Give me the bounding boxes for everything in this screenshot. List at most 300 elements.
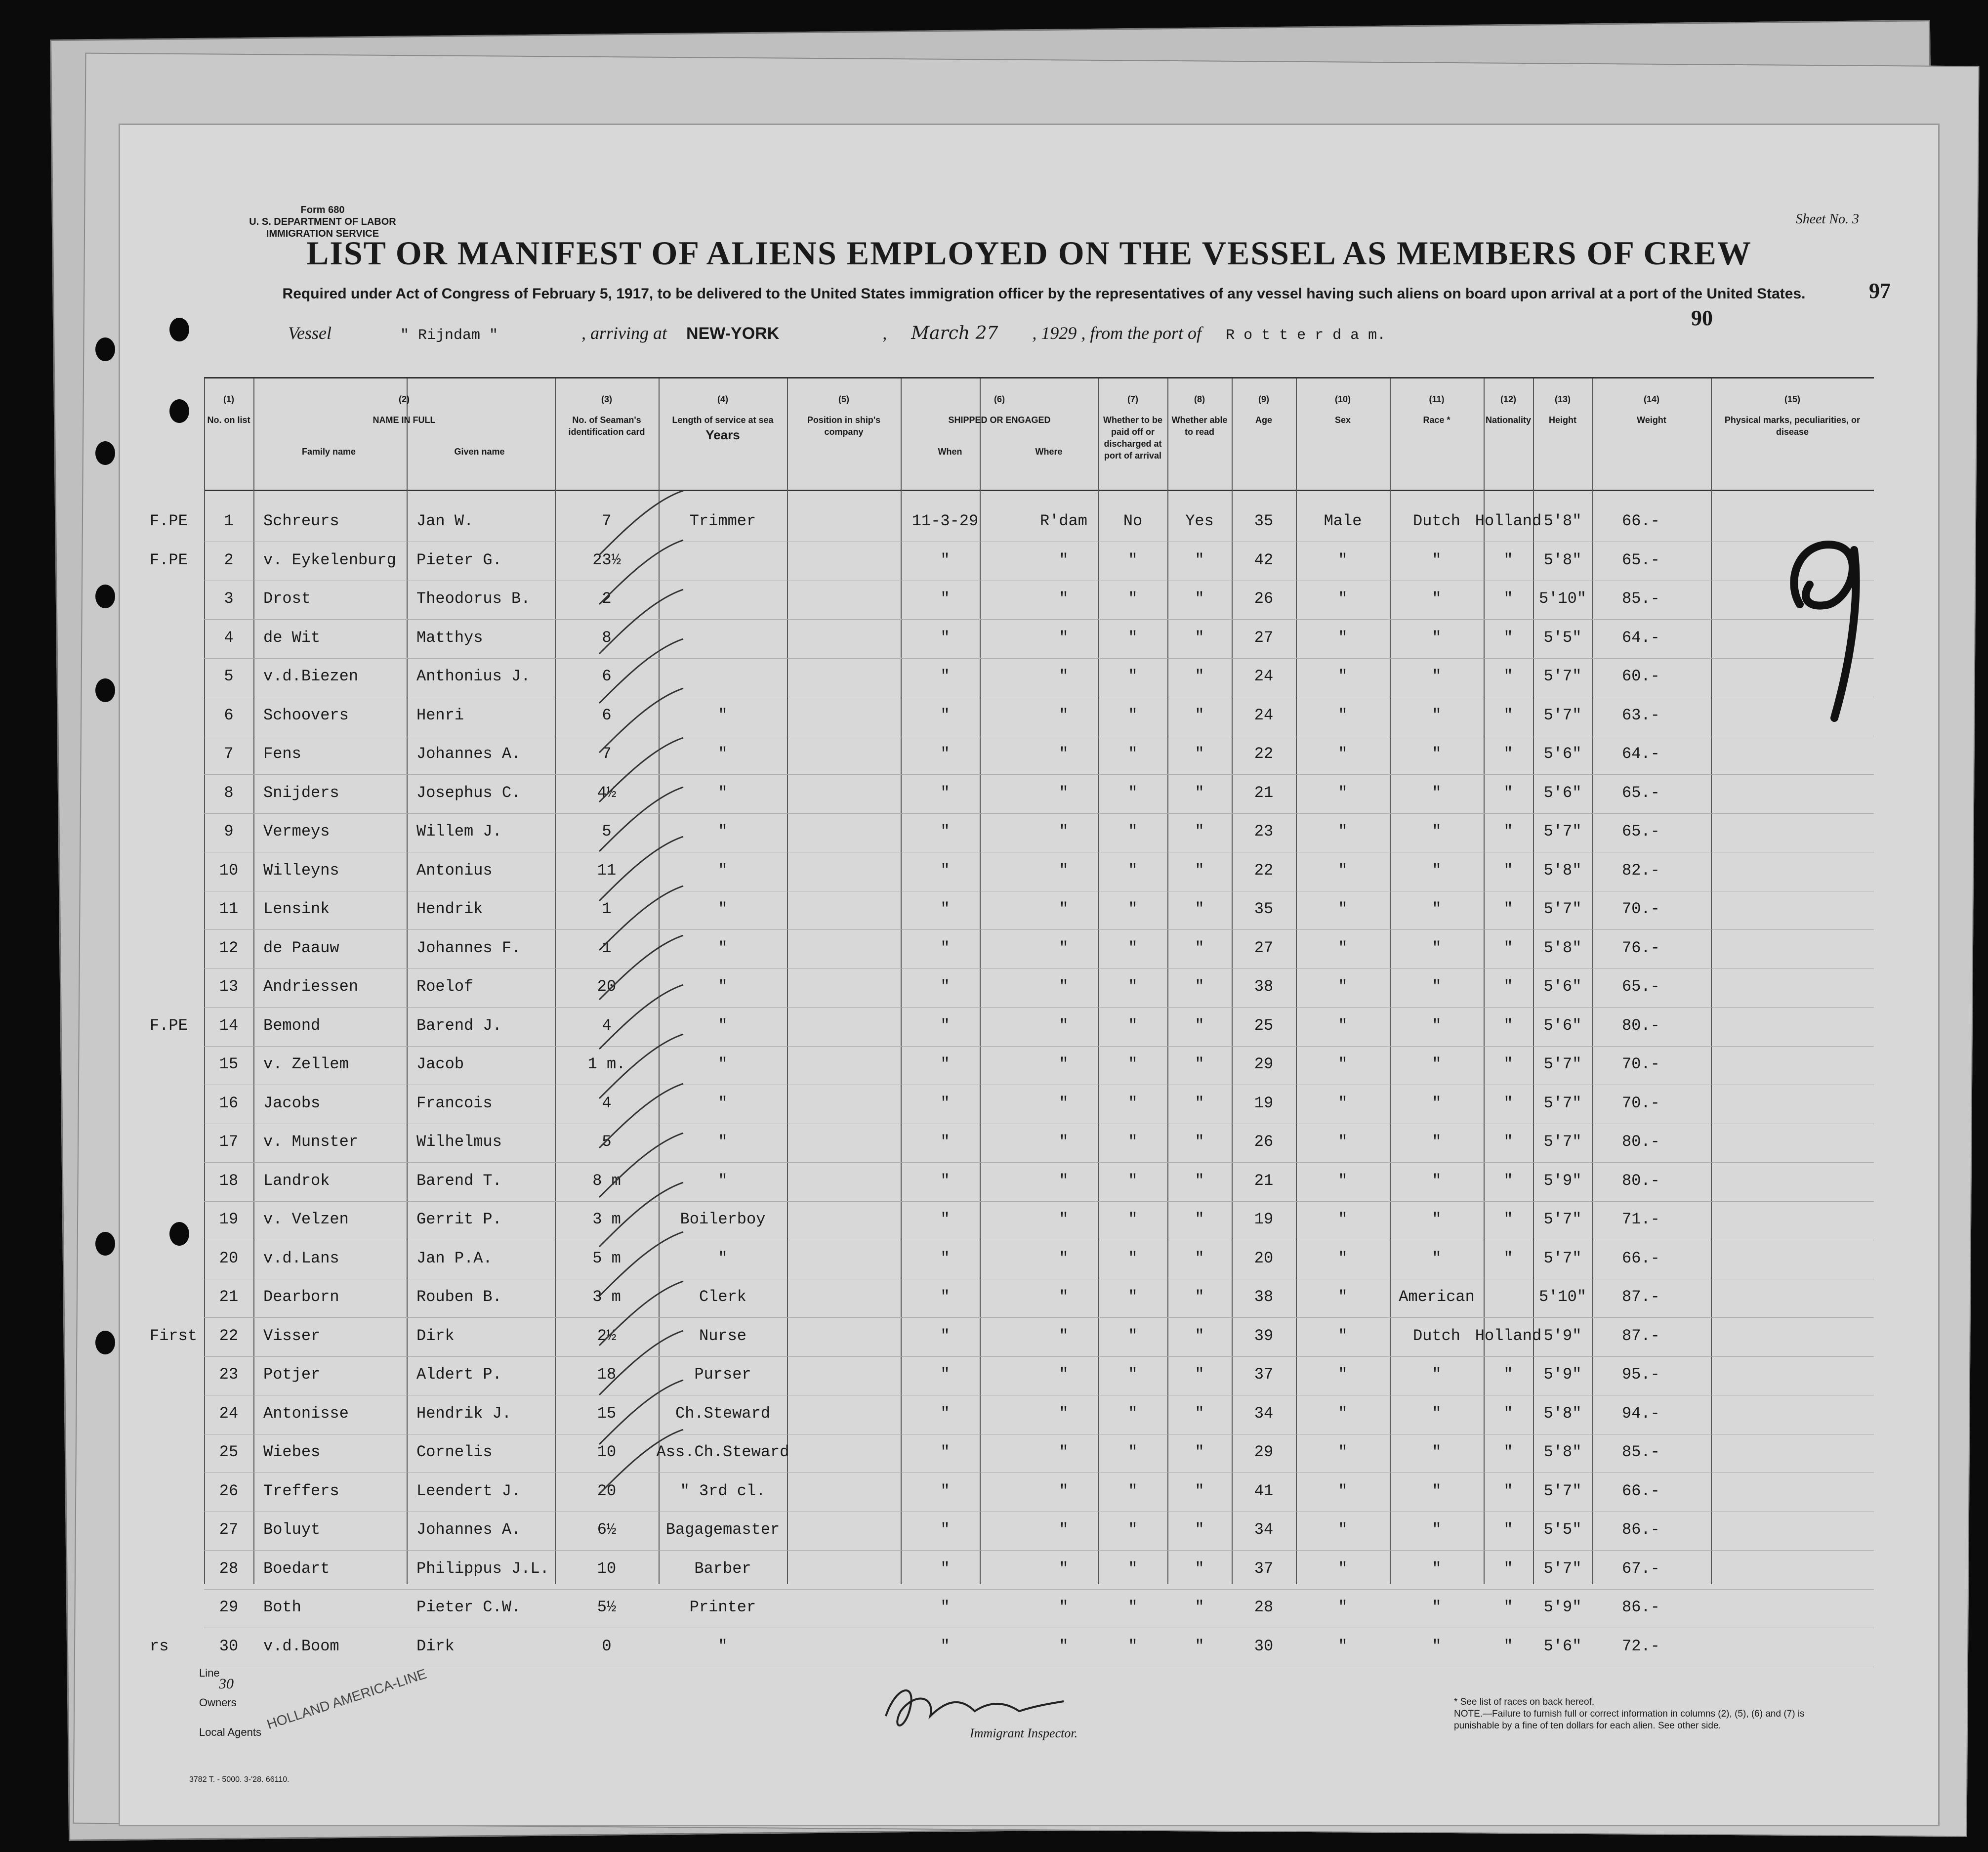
- cell-nationality: ": [1503, 1171, 1513, 1190]
- cell-sex: Male: [1324, 512, 1362, 530]
- footer: [189, 1657, 1864, 1795]
- cell-given: Leendert J.: [416, 1481, 521, 1500]
- cell-where: ": [1059, 1637, 1069, 1655]
- cell-family: Boluyt: [263, 1520, 321, 1539]
- cell-height: 5'6": [1543, 1016, 1582, 1035]
- cell-when: ": [940, 745, 950, 763]
- cell-given: Hendrik J.: [416, 1404, 512, 1423]
- cell-weight: 85.-: [1622, 1443, 1660, 1461]
- cell-paid: ": [1128, 1094, 1138, 1112]
- cell-read: ": [1195, 1171, 1204, 1190]
- cell-race: ": [1432, 1210, 1442, 1228]
- cell-height: 5'6": [1543, 783, 1582, 802]
- cell-weight: 87.-: [1622, 1326, 1660, 1345]
- cell-age: 30: [1254, 1637, 1274, 1655]
- cell-age: 42: [1254, 550, 1274, 569]
- cell-read: ": [1195, 1094, 1204, 1112]
- cell-race: ": [1432, 1598, 1442, 1616]
- cell-read: ": [1195, 1249, 1204, 1267]
- column-label: Sex: [1334, 415, 1351, 425]
- cell-no: 15: [219, 1055, 239, 1073]
- cell-where: ": [1059, 667, 1069, 685]
- table-row: [204, 856, 1874, 895]
- cell-family: v.d.Boom: [263, 1637, 339, 1655]
- cell-family: de Wit: [263, 628, 321, 647]
- table-row: [204, 1515, 1874, 1554]
- cell-read: ": [1195, 1365, 1204, 1384]
- cell-sex: ": [1338, 1326, 1348, 1345]
- cell-read: ": [1195, 1637, 1204, 1655]
- cell-service: 4½: [597, 783, 617, 802]
- manifest-page: [119, 124, 1940, 1826]
- cell-no: 30: [219, 1637, 239, 1655]
- cell-given: Matthys: [416, 628, 483, 647]
- cell-paid: ": [1128, 900, 1138, 918]
- cell-weight: 76.-: [1622, 938, 1660, 957]
- cell-read: ": [1195, 1016, 1204, 1035]
- cell-age: 22: [1254, 861, 1274, 880]
- cell-paid: ": [1128, 783, 1138, 802]
- punch-hole: [95, 678, 115, 702]
- cell-when: ": [940, 1016, 950, 1035]
- cell-nationality: ": [1503, 1210, 1513, 1228]
- cell-when: ": [940, 706, 950, 724]
- table-row: [204, 740, 1874, 778]
- cell-nationality: ": [1503, 783, 1513, 802]
- cell-position: ": [718, 745, 728, 763]
- cell-height: 5'8": [1543, 1443, 1582, 1461]
- cell-race: ": [1432, 938, 1442, 957]
- cell-service: 3 m: [592, 1288, 621, 1306]
- cell-family: Bemond: [263, 1016, 321, 1035]
- cell-race: ": [1432, 628, 1442, 647]
- row-rule: [204, 619, 1874, 620]
- cell-family: Andriessen: [263, 977, 359, 996]
- arriving-label: , arriving at: [581, 323, 667, 343]
- print-code: 3782 T. - 5000. 3-'28. 66110.: [189, 1775, 290, 1784]
- cell-given: Philippus J.L.: [416, 1559, 549, 1578]
- cell-weight: 63.-: [1622, 706, 1660, 724]
- row-annotation: rs: [150, 1637, 169, 1655]
- cell-no: 19: [219, 1210, 239, 1228]
- cell-service: 3 m: [592, 1210, 621, 1228]
- cell-sex: ": [1338, 1598, 1348, 1616]
- cell-sex: ": [1338, 1133, 1348, 1151]
- column-number: (2): [399, 394, 410, 404]
- cell-service: 5: [602, 1133, 612, 1151]
- cell-family: v.d.Lans: [263, 1249, 339, 1267]
- cell-race: Dutch: [1412, 512, 1461, 530]
- cell-age: 41: [1254, 1481, 1274, 1500]
- cell-family: v. Velzen: [263, 1210, 349, 1228]
- cell-where: ": [1059, 589, 1069, 608]
- page-title: LIST OR MANIFEST OF ALIENS EMPLOYED ON THE VESSEL AS MEMBERS OF CREW: [306, 234, 1752, 272]
- cell-when: ": [940, 1249, 950, 1267]
- cell-given: Dirk: [416, 1326, 455, 1345]
- sheet-number: [1796, 211, 1859, 227]
- sheet-label: Sheet No.: [1795, 211, 1849, 227]
- cell-family: Landrok: [263, 1171, 330, 1190]
- cell-when: 11-3-29: [911, 512, 979, 530]
- cell-where: ": [1059, 1249, 1069, 1267]
- cell-nationality: ": [1503, 1637, 1513, 1655]
- cell-no: 21: [219, 1288, 239, 1306]
- cell-where: ": [1059, 1365, 1069, 1384]
- cell-position: ": [718, 861, 728, 880]
- cell-sex: ": [1338, 1249, 1348, 1267]
- cell-height: 5'8": [1543, 938, 1582, 957]
- cell-service: 20: [597, 977, 617, 996]
- cell-paid: ": [1128, 1133, 1138, 1151]
- cell-weight: 72.-: [1622, 1637, 1660, 1655]
- cell-height: 5'6": [1543, 1637, 1582, 1655]
- cell-age: 34: [1254, 1404, 1274, 1423]
- cell-read: ": [1195, 1133, 1204, 1151]
- cell-paid: ": [1128, 1637, 1138, 1655]
- table-row: [204, 1360, 1874, 1399]
- table-row: [150, 1011, 1874, 1050]
- cell-where: ": [1059, 783, 1069, 802]
- cell-weight: 70.-: [1622, 900, 1660, 918]
- table-row: [204, 972, 1874, 1011]
- cell-no: 7: [224, 745, 234, 763]
- cell-family: Dearborn: [263, 1288, 339, 1306]
- cell-height: 5'7": [1543, 1055, 1582, 1073]
- table-row: [150, 546, 1874, 585]
- cell-nationality: ": [1503, 1094, 1513, 1112]
- cell-height: 5'5": [1543, 628, 1582, 647]
- cell-read: ": [1195, 1520, 1204, 1539]
- cell-no: 12: [219, 938, 239, 957]
- cell-weight: 70.-: [1622, 1055, 1660, 1073]
- cell-nationality: ": [1503, 706, 1513, 724]
- cell-family: Drost: [263, 589, 311, 608]
- cell-family: Both: [263, 1598, 301, 1616]
- cell-no: 3: [224, 589, 234, 608]
- cell-height: 5'9": [1543, 1598, 1582, 1616]
- cell-service: 2½: [597, 1326, 617, 1345]
- cell-age: 38: [1254, 1288, 1274, 1306]
- cell-when: ": [940, 1326, 950, 1345]
- column-number: (10): [1334, 394, 1351, 404]
- column-number: (1): [223, 394, 234, 404]
- cell-position: ": [718, 783, 728, 802]
- cell-when: ": [940, 589, 950, 608]
- arrival-port: NEW-YORK: [686, 324, 780, 343]
- column-label: NAME IN FULL: [373, 415, 436, 425]
- cell-when: ": [940, 667, 950, 685]
- cell-height: 5'8": [1543, 512, 1582, 530]
- table-row: [204, 662, 1874, 701]
- cell-race: ": [1432, 900, 1442, 918]
- column-header-12: [1484, 393, 1533, 426]
- cell-family: Vermeys: [263, 822, 330, 841]
- column-header-9: [1232, 393, 1296, 426]
- column-label: SHIPPED OR ENGAGED: [948, 415, 1051, 425]
- column-label: Weight: [1637, 415, 1666, 425]
- cell-weight: 80.-: [1622, 1171, 1660, 1190]
- cell-service: 6: [602, 667, 612, 685]
- cell-position: ": [718, 977, 728, 996]
- cell-weight: 80.-: [1622, 1016, 1660, 1035]
- cell-when: ": [940, 783, 950, 802]
- cell-when: ": [940, 1055, 950, 1073]
- year-prefix: , 19: [1032, 323, 1059, 343]
- column-label: Age: [1255, 415, 1272, 425]
- cell-no: 22: [219, 1326, 239, 1345]
- cell-race: ": [1432, 706, 1442, 724]
- column-number: (7): [1127, 394, 1138, 404]
- cell-height: 5'7": [1543, 1133, 1582, 1151]
- cell-height: 5'7": [1543, 706, 1582, 724]
- cell-race: ": [1432, 1094, 1442, 1112]
- cell-service: 10: [597, 1443, 617, 1461]
- cell-age: 21: [1254, 1171, 1274, 1190]
- cell-nationality: ": [1503, 861, 1513, 880]
- cell-given: Henri: [416, 706, 464, 724]
- cell-age: 19: [1254, 1094, 1274, 1112]
- cell-age: 29: [1254, 1055, 1274, 1073]
- cell-weight: 64.-: [1622, 628, 1660, 647]
- cell-sex: ": [1338, 1481, 1348, 1500]
- sheet-value: 3: [1852, 211, 1859, 227]
- cell-height: 5'7": [1543, 900, 1582, 918]
- column-label: No. on list: [207, 415, 250, 425]
- table-row: [204, 1555, 1874, 1593]
- cell-where: ": [1059, 1055, 1069, 1073]
- cell-age: 26: [1254, 589, 1274, 608]
- cell-race: Dutch: [1412, 1326, 1461, 1345]
- cell-age: 21: [1254, 783, 1274, 802]
- cell-read: ": [1195, 1326, 1204, 1345]
- company-stamp: HOLLAND AMERICA-LINE: [265, 1666, 429, 1732]
- arrival-year: 29: [1059, 323, 1077, 343]
- cell-position: Purser: [694, 1365, 751, 1384]
- column-number: (14): [1643, 394, 1659, 404]
- cell-no: 23: [219, 1365, 239, 1384]
- cell-age: 38: [1254, 977, 1274, 996]
- cell-service: 2: [602, 589, 612, 608]
- cell-service: 8: [602, 628, 612, 647]
- cell-weight: 80.-: [1622, 1133, 1660, 1151]
- cell-when: ": [940, 1288, 950, 1306]
- cell-when: ": [940, 1171, 950, 1190]
- vessel-label: Vessel: [288, 323, 331, 343]
- column-number: (6): [994, 394, 1005, 404]
- cell-position: Boilerboy: [680, 1210, 766, 1228]
- cell-weight: 65.-: [1622, 822, 1660, 841]
- handwritten-nine: [1780, 520, 1879, 728]
- column-number: (4): [717, 394, 728, 404]
- cell-where: ": [1059, 1598, 1069, 1616]
- cell-race: ": [1432, 1443, 1442, 1461]
- column-label: Race *: [1423, 415, 1450, 425]
- cell-where: ": [1059, 1016, 1069, 1035]
- cell-where: ": [1059, 1481, 1069, 1500]
- cell-read: ": [1195, 1404, 1204, 1423]
- cell-sex: ": [1338, 550, 1348, 569]
- column-label: No. of Seaman's identification card: [568, 415, 645, 437]
- cell-no: 16: [219, 1094, 239, 1112]
- cell-sex: ": [1338, 1288, 1348, 1306]
- column-sublabel: Where: [1035, 447, 1063, 457]
- cell-paid: ": [1128, 1520, 1138, 1539]
- requirement-text: Required under Act of Congress of February 5, 1917, to be delivered to the United States immigration officer by the representatives of any vessel having such aliens on board upon arrival at a port of the United States.: [282, 286, 1806, 302]
- cell-position: Nurse: [699, 1326, 747, 1345]
- cell-age: 20: [1254, 1249, 1274, 1267]
- cell-paid: ": [1128, 1443, 1138, 1461]
- punch-hole: [95, 337, 115, 361]
- row-rule: [204, 929, 1874, 930]
- row-rule: [204, 658, 1874, 659]
- punch-hole: [95, 1331, 115, 1354]
- cell-sex: ": [1338, 1094, 1348, 1112]
- cell-when: ": [940, 861, 950, 880]
- cell-paid: No: [1123, 512, 1143, 530]
- column-header-7: [1098, 393, 1167, 462]
- cell-weight: 94.-: [1622, 1404, 1660, 1423]
- cell-nationality: ": [1503, 1249, 1513, 1267]
- cell-no: 4: [224, 628, 234, 647]
- cell-age: 39: [1254, 1326, 1274, 1345]
- cell-no: 28: [219, 1559, 239, 1578]
- column-header-3: [555, 393, 659, 438]
- cell-position: Ch.Steward: [675, 1404, 771, 1423]
- column-number: (15): [1784, 394, 1800, 404]
- cell-when: ": [940, 1210, 950, 1228]
- table-row: [204, 817, 1874, 856]
- cell-race: ": [1432, 1171, 1442, 1190]
- cell-given: Johannes A.: [416, 745, 521, 763]
- cell-paid: ": [1128, 706, 1138, 724]
- cell-service: 5½: [597, 1598, 617, 1616]
- column-number: (8): [1194, 394, 1205, 404]
- cell-height: 5'7": [1543, 1481, 1582, 1500]
- cell-read: ": [1195, 900, 1204, 918]
- cell-family: Antonisse: [263, 1404, 349, 1423]
- cell-paid: ": [1128, 861, 1138, 880]
- cell-nationality: ": [1503, 1404, 1513, 1423]
- cell-height: 5'8": [1543, 861, 1582, 880]
- cell-family: Schreurs: [263, 512, 339, 530]
- cell-nationality: ": [1503, 550, 1513, 569]
- cell-race: ": [1432, 1055, 1442, 1073]
- cell-given: Willem J.: [416, 822, 502, 841]
- cell-position: ": [718, 938, 728, 957]
- cell-paid: ": [1128, 822, 1138, 841]
- cell-age: 29: [1254, 1443, 1274, 1461]
- cell-position: ": [718, 900, 728, 918]
- row-annotation: First: [150, 1326, 198, 1345]
- table-row: [204, 1167, 1874, 1205]
- cell-where: ": [1059, 628, 1069, 647]
- cell-family: v. Eykelenburg: [263, 550, 396, 569]
- cell-read: ": [1195, 550, 1204, 569]
- cell-given: Aldert P.: [416, 1365, 502, 1384]
- total-count: 30: [219, 1676, 234, 1692]
- cell-position: ": [718, 1249, 728, 1267]
- cell-read: ": [1195, 706, 1204, 724]
- vessel-name: " Rijndam ": [400, 327, 498, 344]
- cell-weight: 85.-: [1622, 589, 1660, 608]
- cell-age: 27: [1254, 628, 1274, 647]
- cell-position: Bagagemaster: [665, 1520, 780, 1539]
- cell-service: 11: [597, 861, 617, 880]
- cell-paid: ": [1128, 745, 1138, 763]
- table-row: [204, 1128, 1874, 1166]
- column-header-6: [901, 393, 1098, 458]
- cell-race: ": [1432, 667, 1442, 685]
- cell-when: ": [940, 1481, 950, 1500]
- cell-paid: ": [1128, 1171, 1138, 1190]
- row-annotation: F.PE: [150, 512, 188, 530]
- row-rule: [204, 1007, 1874, 1008]
- cell-nationality: ": [1503, 1133, 1513, 1151]
- cell-service: 6½: [597, 1520, 617, 1539]
- cell-weight: 65.-: [1622, 783, 1660, 802]
- cell-age: 19: [1254, 1210, 1274, 1228]
- cell-age: 22: [1254, 745, 1274, 763]
- cell-position: ": [718, 1133, 728, 1151]
- cell-family: v. Munster: [263, 1133, 359, 1151]
- cell-race: American: [1399, 1288, 1475, 1306]
- cell-where: ": [1059, 938, 1069, 957]
- cell-height: 5'7": [1543, 1559, 1582, 1578]
- column-number: (12): [1500, 394, 1516, 404]
- cell-weight: 66.-: [1622, 512, 1660, 530]
- cell-sex: ": [1338, 589, 1348, 608]
- cell-paid: ": [1128, 1016, 1138, 1035]
- cell-given: Anthonius J.: [416, 667, 531, 685]
- row-rule: [204, 1162, 1874, 1163]
- cell-no: 8: [224, 783, 234, 802]
- row-rule: [204, 1046, 1874, 1047]
- cell-sex: ": [1338, 1404, 1348, 1423]
- cell-no: 18: [219, 1171, 239, 1190]
- cell-where: ": [1059, 1094, 1069, 1112]
- voyage-line: [288, 323, 1386, 344]
- column-header-14: [1592, 393, 1711, 426]
- cell-position: ": [718, 1637, 728, 1655]
- cell-when: ": [940, 977, 950, 996]
- cell-paid: ": [1128, 628, 1138, 647]
- table-row: [150, 507, 1874, 546]
- cell-service: 15: [597, 1404, 617, 1423]
- cell-service: 23½: [592, 550, 621, 569]
- cell-nationality: ": [1503, 822, 1513, 841]
- column-label: Length of service at sea: [672, 415, 774, 425]
- cell-weight: 82.-: [1622, 861, 1660, 880]
- cell-service: 7: [602, 512, 612, 530]
- punch-hole: [95, 585, 115, 608]
- table-row: [204, 585, 1874, 623]
- column-header-4: [659, 393, 787, 441]
- cell-age: 35: [1254, 900, 1274, 918]
- cell-service: 1 m.: [587, 1055, 626, 1073]
- cell-paid: ": [1128, 1365, 1138, 1384]
- cell-age: 26: [1254, 1133, 1274, 1151]
- cell-service: 6: [602, 706, 612, 724]
- cell-race: ": [1432, 783, 1442, 802]
- cell-weight: 64.-: [1622, 745, 1660, 763]
- column-unit: Years: [705, 427, 740, 442]
- cell-position: " 3rd cl.: [680, 1481, 766, 1500]
- cell-service: 1: [602, 900, 612, 918]
- cell-read: ": [1195, 977, 1204, 996]
- cell-sex: ": [1338, 861, 1348, 880]
- cell-given: Jan W.: [416, 512, 474, 530]
- cell-height: 5'10": [1538, 589, 1587, 608]
